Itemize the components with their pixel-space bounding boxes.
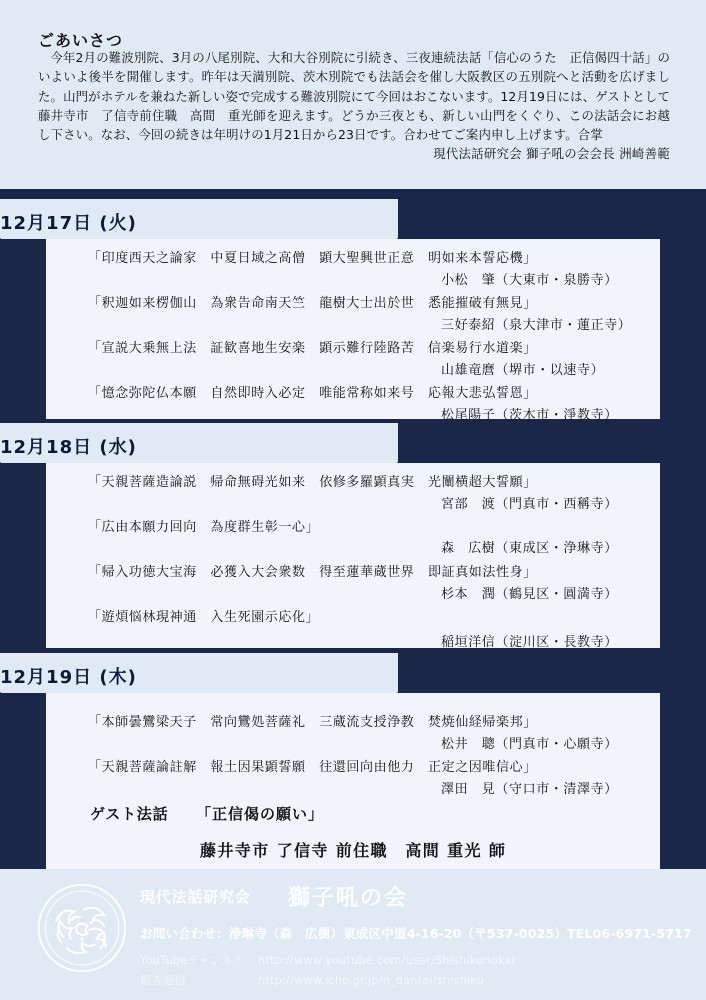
talk-item xyxy=(88,711,648,756)
lion-crest-icon xyxy=(36,882,128,974)
talk-list-2 xyxy=(88,471,648,651)
talk-speaker: 山雄竜麿（堺市・以速寺） xyxy=(441,363,605,378)
talk-title: 「広由本願力回向 為度群生彰一心」 xyxy=(88,520,320,535)
talk-speaker: 松尾陽子（茨木市・淨教寺） xyxy=(441,408,618,423)
youtube-link-row xyxy=(140,952,515,968)
day-label-2: 12月18日 (水) xyxy=(0,437,137,458)
talk-item xyxy=(88,292,648,337)
talk-title: 「天親菩薩論註解 報土因果顕誓願 往還回向由他力 正定之因唯信心」 xyxy=(88,760,537,775)
footer-contact: お問い合わせ：浄琳寺（森 広樹）東成区中道4-16-20（〒537-0025）TEL06-6971-5717 xyxy=(140,926,692,941)
talk-list-1 xyxy=(88,247,648,427)
youtube-link-url[interactable]: http://www.youtube.com/user/Shishikunokai xyxy=(258,954,516,967)
youtube-link-label: YouTubeチャンネル xyxy=(140,954,245,967)
icho-link-url[interactable]: http://www.icho.gr.jp/n_dantai/shishiku xyxy=(258,974,485,987)
icho-link-label: 銀杏通信 xyxy=(140,974,186,987)
guest-speaker-name: 藤井寺市 了信寺 前住職 高間 重光 師 xyxy=(200,841,507,860)
talk-item xyxy=(88,606,648,651)
talk-item xyxy=(88,516,648,561)
talk-item xyxy=(88,382,648,427)
talk-speaker: 三好泰紹（泉大津市・蓮正寺） xyxy=(441,318,632,333)
greeting-signature: 現代法話研究会 獅子吼の会会長 洲崎善範 xyxy=(433,146,670,162)
footer-org-name: 獅子吼の会 xyxy=(288,885,409,911)
icho-link-row xyxy=(140,972,484,988)
talk-item xyxy=(88,756,648,801)
day-header-2 xyxy=(0,423,398,463)
greeting-title: ごあいさつ xyxy=(38,31,124,50)
talk-speaker: 澤田 見（守口市・清澤寺） xyxy=(441,782,618,797)
talk-speaker: 稲垣洋信（淀川区・長教寺） xyxy=(441,635,618,650)
talk-speaker: 森 広樹（東成区・浄琳寺） xyxy=(441,541,618,556)
greeting-body xyxy=(38,48,670,164)
talk-title: 「釈迦如来楞伽山 為衆告命南天竺 龍樹大士出於世 悉能摧破有無見」 xyxy=(88,296,537,311)
talk-speaker: 小松 肇（大東市・泉勝寺） xyxy=(441,273,618,288)
talk-title: 「本師曇鸞梁天子 常向鸞処菩薩礼 三蔵流支授浄教 焚焼仙経帰楽邦」 xyxy=(88,715,537,730)
greeting-text: 今年2月の難波別院、3月の八尾別院、大和大谷別院に引続き、三夜連続法話「信心のうた 正信偈四十話」のいよいよ後半を開催します。昨年は天満別院、茨木別院でも法話会を催し大阪教区の五別院へと活動を広げました。山門がホテルを兼ねた新しい姿で完成する難波別院にて今回はおこないます。12月19日には、ゲストとして藤井寺市 了信寺前住職 高間 重光師を迎えます。どうか三夜とも、新しい山門をくぐり、この法話会にお越し下さい。なお、今回の続きは年明けの1月21日から23日です。合わせてご案内申し上げます。合掌 xyxy=(38,50,670,143)
talk-title: 「印度西天之論家 中夏日域之高僧 顕大聖興世正意 明如来本誓応機」 xyxy=(88,251,537,266)
day-header-3 xyxy=(0,653,398,693)
guest-talk-title: 「正信偈の願い」 xyxy=(196,805,325,823)
day-label-3: 12月19日 (木) xyxy=(0,667,137,688)
talk-title: 「宣説大乗無上法 証歓喜地生安楽 顕示難行陸路苦 信楽易行水道楽」 xyxy=(88,341,537,356)
talk-title: 「憶念弥陀仏本願 自然即時入必定 唯能常称如来号 応報大悲弘誓恩」 xyxy=(88,386,537,401)
guest-talk-label: ゲスト法話 xyxy=(90,805,169,823)
talk-title: 「天親菩薩造論説 帰命無碍光如来 依修多羅顕真実 光闡横超大誓願」 xyxy=(88,475,537,490)
talk-item xyxy=(88,561,648,606)
talk-speaker: 杉本 潤（鶴見区・圓満寺） xyxy=(441,587,618,602)
talk-list-3 xyxy=(88,711,648,801)
footer-org-prefix: 現代法話研究会 xyxy=(140,888,251,906)
talk-item xyxy=(88,247,648,292)
talk-speaker: 宮部 渡（門真市・西稱寺） xyxy=(441,497,618,512)
day-label-1: 12月17日 (火) xyxy=(0,213,137,234)
talk-title: 「遊煩悩林現神通 入生死園示応化」 xyxy=(88,610,320,625)
talk-title: 「帰入功徳大宝海 必獲入大会衆数 得至蓮華蔵世界 即証真如法性身」 xyxy=(88,565,537,580)
talk-item xyxy=(88,337,648,382)
talk-speaker: 松井 聰（門真市・心願寺） xyxy=(441,737,618,752)
talk-item xyxy=(88,471,648,516)
day-header-1 xyxy=(0,199,398,239)
